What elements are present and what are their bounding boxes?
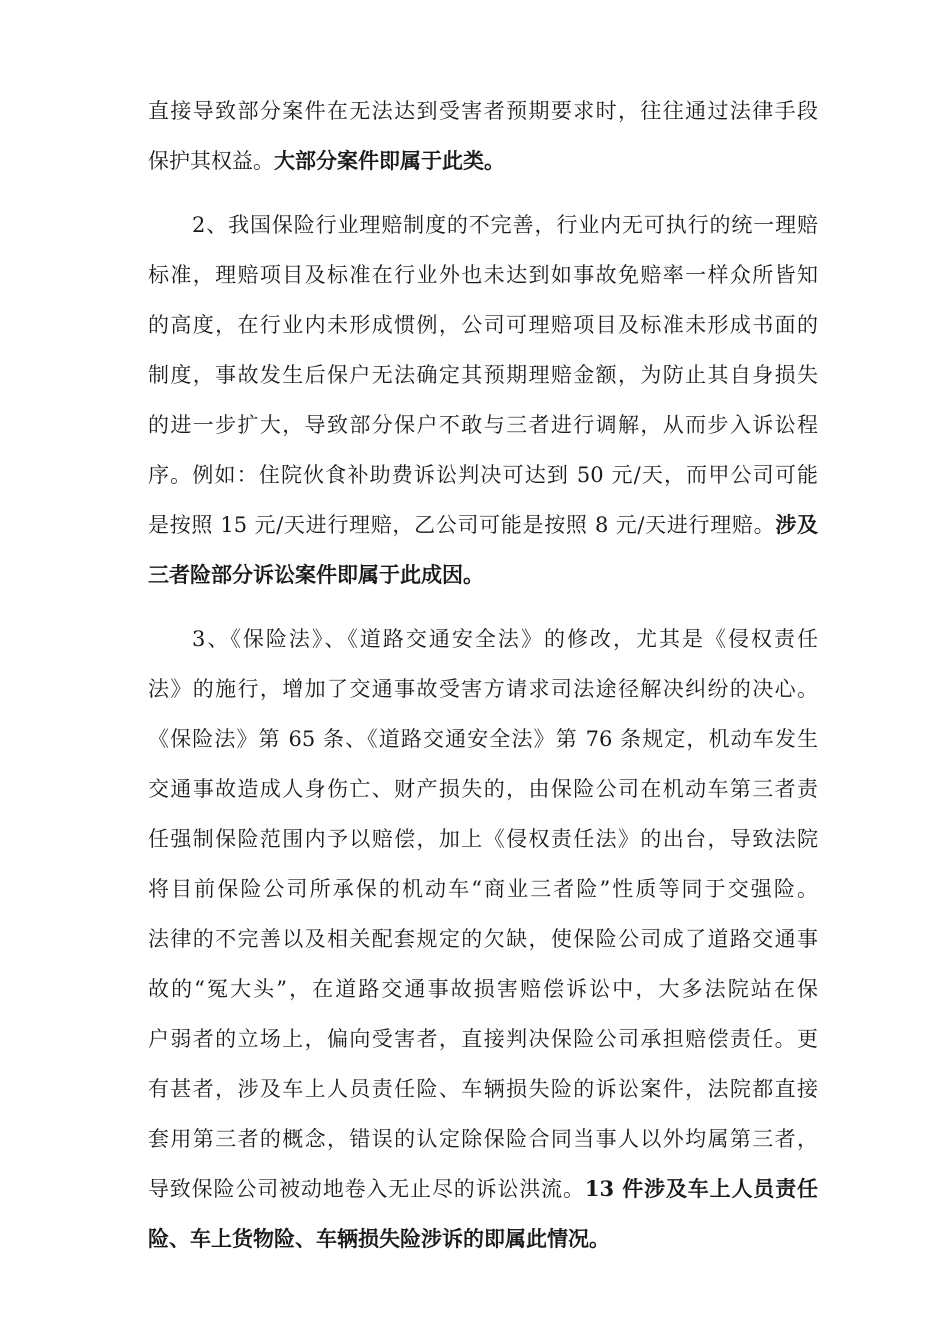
paragraph-2-bold-start: 涉及 — [775, 512, 818, 537]
paragraph-1-line-2 — [148, 146, 818, 176]
paragraph-3-line-6: 将目前保险公司所承保的机动车“商业三者险”性质等同于交强险。 — [148, 877, 818, 901]
paragraph-2-line-6: 序。例如：住院伙食补助费诉讼判决可达到 50 元/天，而甲公司可能 — [148, 463, 818, 487]
paragraph-2-line-2: 标准，理赔项目及标准在行业外也未达到如事故免赔率一样众所皆知 — [148, 263, 818, 287]
paragraph-2-line-5: 的进一步扩大，导致部分保户不敢与三者进行调解，从而步入诉讼程 — [148, 413, 818, 437]
paragraph-2-line-3: 的高度，在行业内未形成惯例，公司可理赔项目及标准未形成书面的 — [148, 313, 818, 337]
paragraph-2-line-7-text: 是按照 15 元/天进行理赔，乙公司可能是按照 8 元/天进行理赔。 — [148, 513, 776, 537]
paragraph-1-line-1: 直接导致部分案件在无法达到受害者预期要求时，往往通过法律手段 — [148, 99, 818, 123]
paragraph-3-line-9: 户弱者的立场上，偏向受害者，直接判决保险公司承担赔偿责任。更 — [148, 1027, 818, 1051]
paragraph-3-line-8: 故的“冤大头”，在道路交通事故损害赔偿诉讼中，大多法院站在保 — [148, 977, 818, 1001]
paragraph-3-line-10: 有甚者，涉及车上人员责任险、车辆损失险的诉讼案件，法院都直接 — [148, 1077, 818, 1101]
paragraph-3-line-7: 法律的不完善以及相关配套规定的欠缺，使保险公司成了道路交通事 — [148, 927, 818, 951]
paragraph-3-line-3: 《保险法》第 65 条、《道路交通安全法》第 76 条规定，机动车发生 — [148, 727, 818, 751]
paragraph-3-line-4: 交通事故造成人身伤亡、财产损失的，由保险公司在机动车第三者责 — [148, 777, 818, 801]
paragraph-1-line-2-text: 保护其权益。 — [148, 149, 274, 173]
paragraph-3-bold-conclusion: 险、车上货物险、车辆损失险涉诉的即属此情况。 — [148, 1226, 610, 1251]
paragraph-3-line-2: 法》的施行，增加了交通事故受害方请求司法途径解决纠纷的决心。 — [148, 677, 818, 701]
paragraph-3-line-12-text: 导致保险公司被动地卷入无止尽的诉讼洪流。 — [148, 1177, 585, 1201]
paragraph-2-line-4: 制度，事故发生后保户无法确定其预期理赔金额，为防止其自身损失 — [148, 363, 818, 387]
paragraph-2-line-1: 2、我国保险行业理赔制度的不完善，行业内无可执行的统一理赔 — [192, 213, 818, 237]
paragraph-3-line-11: 套用第三者的概念，错误的认定除保险合同当事人以外均属第三者， — [148, 1127, 818, 1151]
paragraph-3-line-1: 3、《保险法》、《道路交通安全法》的修改，尤其是《侵权责任 — [192, 627, 818, 651]
paragraph-3-bold-start: 13 件涉及车上人员责任 — [584, 1176, 818, 1201]
paragraph-3-line-12 — [148, 1174, 818, 1204]
paragraph-3-line-5: 任强制保险范围内予以赔偿，加上《侵权责任法》的出台，导致法院 — [148, 827, 818, 851]
paragraph-2-line-7 — [148, 510, 818, 540]
paragraph-2-bold-conclusion: 三者险部分诉讼案件即属于此成因。 — [148, 562, 484, 587]
paragraph-1-bold-conclusion: 大部分案件即属于此类。 — [274, 148, 505, 173]
